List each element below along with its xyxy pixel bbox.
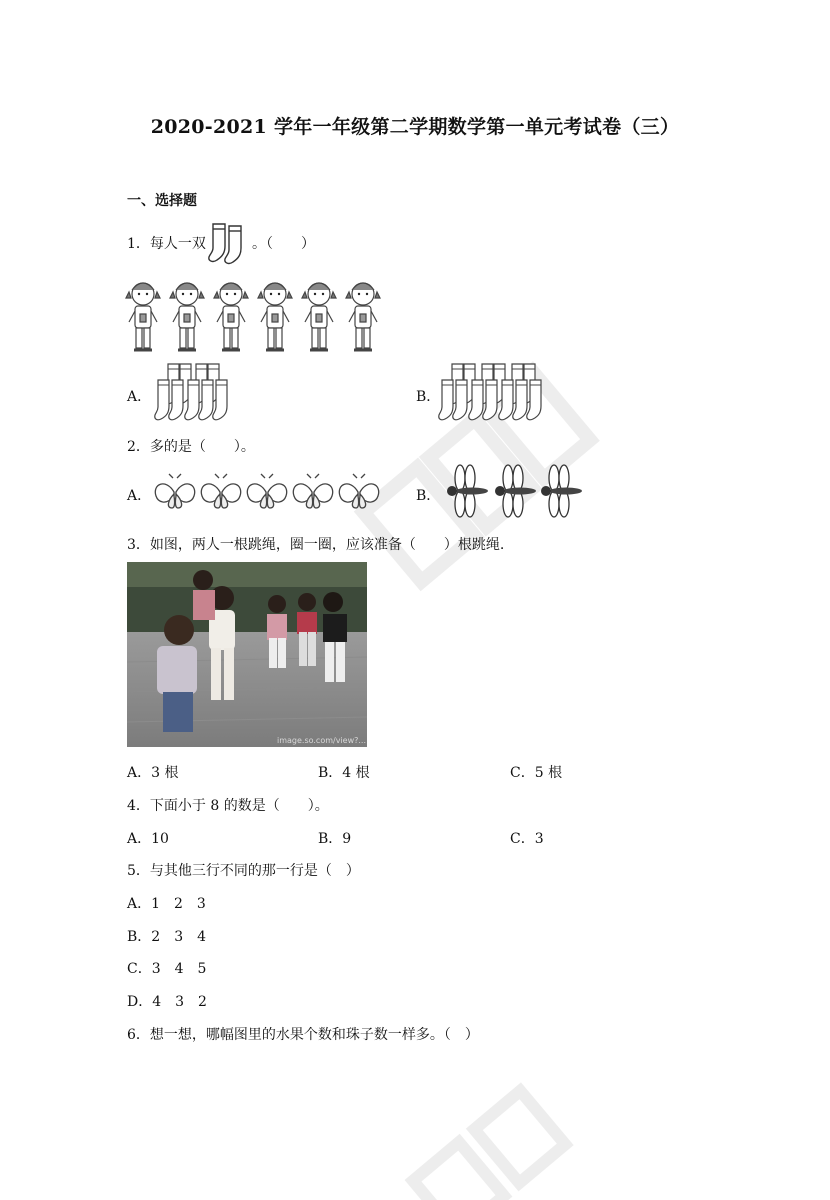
option-b[interactable]: B．9 xyxy=(318,831,352,847)
jump-rope-children-photo xyxy=(127,562,367,747)
option-a[interactable]: A．3 根 xyxy=(127,765,179,781)
option-c[interactable]: C．3 xyxy=(510,831,544,847)
option-d[interactable]: D．4 3 2 xyxy=(127,994,207,1010)
option-a-label: A． xyxy=(127,389,152,405)
dragonflies-option-b-icon[interactable] xyxy=(438,464,588,520)
question-2-stem: 2．多的是（ ）。 xyxy=(127,439,255,455)
option-b-label: B． xyxy=(416,488,441,504)
question-1-stem: 1．每人一双 xyxy=(127,236,206,252)
socks-icon xyxy=(207,222,251,266)
option-b[interactable]: B．2 3 4 xyxy=(127,929,207,945)
option-b[interactable]: B．4 根 xyxy=(318,765,370,781)
socks-option-b-icon[interactable] xyxy=(438,362,542,422)
question-4-stem: 4．下面小于 8 的数是（ ）。 xyxy=(127,798,329,814)
option-c[interactable]: C．5 根 xyxy=(510,765,563,781)
girls-illustration xyxy=(125,278,387,358)
option-b-label: B． xyxy=(416,389,441,405)
option-a[interactable]: A．10 xyxy=(127,831,169,847)
butterflies-option-a-icon[interactable] xyxy=(153,468,381,518)
option-a-label: A． xyxy=(127,488,152,504)
question-6-stem: 6．想一想，哪幅图里的水果个数和珠子数一样多。（ ） xyxy=(127,1027,479,1043)
question-1-stem-end: 。（ ） xyxy=(252,236,315,252)
option-a[interactable]: A．1 2 3 xyxy=(127,896,206,912)
socks-option-a-icon[interactable] xyxy=(152,362,230,422)
photo-caption: image.so.com/view?... xyxy=(277,736,367,745)
question-3-stem: 3．如图，两人一根跳绳，圈一圈，应该准备（ ）根跳绳. xyxy=(127,537,505,553)
page-title: 2020-2021 学年一年级第二学期数学第一单元考试卷（三） xyxy=(150,116,680,138)
section-heading: 一、选择题 xyxy=(127,193,197,209)
option-c[interactable]: C．3 4 5 xyxy=(127,961,207,977)
question-1 xyxy=(127,233,206,253)
watermark-logo-bottom xyxy=(380,1080,620,1200)
question-5-stem: 5．与其他三行不同的那一行是（ ） xyxy=(127,863,360,879)
